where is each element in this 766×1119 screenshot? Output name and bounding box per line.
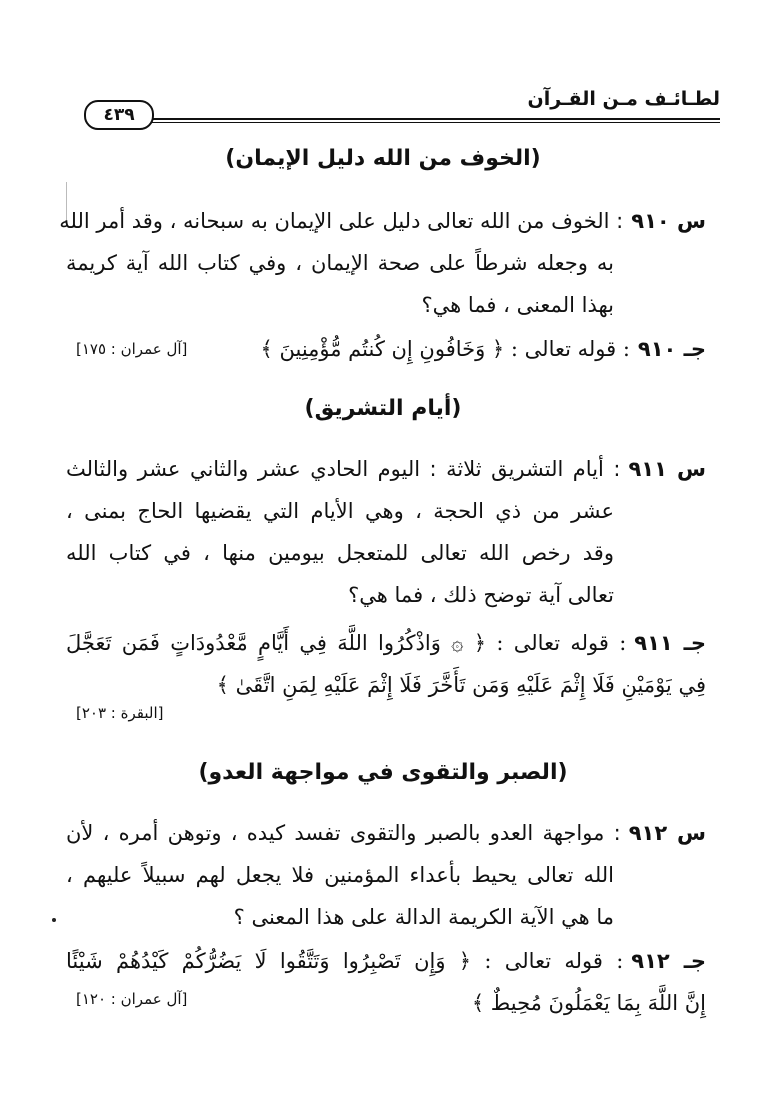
answer-text: : قوله تعالى : ﴿ ۞ وَاذْكُرُوا اللَّهَ فِي أَيَّامٍ مَّعْدُودَاتٍ فَمَن تَعَجَّلَ — [66, 631, 627, 655]
verse-reference: [البقرة : ٢٠٣] — [76, 704, 164, 722]
question-910 — [59, 200, 706, 326]
question-text: : مواجهة العدو بالصبر والتقوى تفسد كيده ، وتوهن أمره ، لأن — [66, 821, 621, 845]
answer-label: جـ ٩١٢ — [631, 949, 707, 973]
question-text: بهذا المعنى ، فما هي؟ — [421, 293, 614, 317]
question-text: به وجعله شرطاً على صحة الإيمان ، وفي كتاب الله آية كريمة — [66, 251, 614, 275]
running-header — [84, 88, 720, 132]
question-912 — [66, 812, 706, 938]
verse-reference: [آل عمران : ١٢٠] — [76, 990, 188, 1008]
question-text: تعالى آية توضح ذلك ، فما هي؟ — [348, 583, 614, 607]
answer-label: جـ ٩١٠ — [637, 337, 706, 361]
question-text: وقد رخص الله تعالى للمتعجل بيومين منها ، في كتاب الله — [66, 541, 614, 565]
question-text: ما هي الآية الكريمة الدالة على هذا المعنى ؟ — [233, 905, 614, 929]
question-label: س ٩١١ — [628, 457, 706, 481]
section-title: (أيام التشريق) — [304, 396, 462, 421]
answer-911 — [66, 622, 706, 706]
page-number: ٤٣٩ — [84, 100, 154, 130]
question-text: : الخوف من الله تعالى دليل على الإيمان به سبحانه ، وقد أمر الله — [59, 209, 624, 233]
book-title: لطـائـف مـن القـرآن — [527, 88, 720, 110]
question-text: عشر من ذي الحجة ، وهي الأيام التي يقضيها الحاج بمنى ، — [66, 499, 614, 523]
verse-reference: [آل عمران : ١٧٥] — [76, 340, 188, 358]
answer-label: جـ ٩١١ — [634, 631, 706, 655]
answer-text: فِي يَوْمَيْنِ فَلَا إِثْمَ عَلَيْهِ وَمَن تَأَخَّرَ فَلَا إِثْمَ عَلَيْهِ لِمَنِ اتَّقَىٰ ﴾ — [216, 673, 706, 697]
section-title: (الصبر والتقوى في مواجهة العدو) — [198, 760, 568, 785]
question-label: س ٩١٠ — [631, 209, 706, 233]
question-text: الله تعالى يحيط بأعداء المؤمنين فلا يجعل لهم سبيلاً عليهم ، — [66, 863, 614, 887]
header-rule — [144, 118, 720, 123]
print-speck — [52, 918, 56, 922]
answer-text: إِنَّ اللَّهَ بِمَا يَعْمَلُونَ مُحِيطٌ ﴾ — [471, 991, 706, 1015]
answer-912 — [66, 940, 706, 1024]
answer-text: : قوله تعالى : ﴿ وَخَافُونِ إِن كُنتُم مُّؤْمِنِينَ ﴾ — [260, 337, 630, 361]
answer-text: : قوله تعالى : ﴿ وَإِن تَصْبِرُوا وَتَتَّقُوا لَا يَضُرُّكُمْ كَيْدُهُمْ شَيْئًا — [66, 949, 624, 973]
question-text: : أيام التشريق ثلاثة : اليوم الحادي عشر والثاني عشر والثالث — [66, 457, 621, 481]
section-title: (الخوف من الله دليل الإيمان) — [225, 146, 541, 171]
question-911 — [66, 448, 706, 616]
question-label: س ٩١٢ — [628, 821, 707, 845]
